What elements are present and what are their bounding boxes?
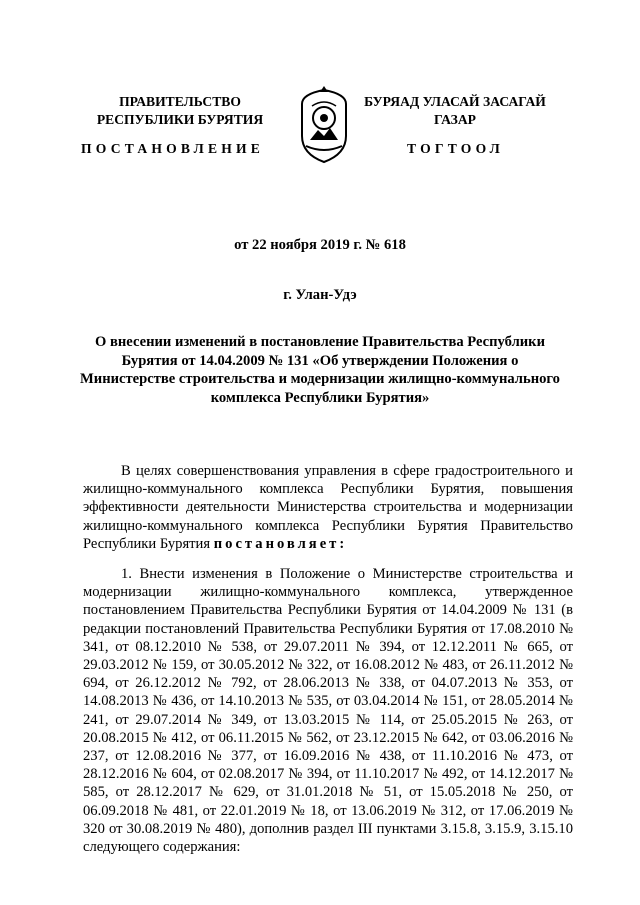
document-city: г. Улан-Удэ [283, 287, 357, 303]
item-1-paragraph: 1. Внести изменения в Положение о Министерстве строительства и модернизации жилищно-коммунального комплекса, утвержденное постановлением Правительства Республики Бурятия от 14.04.2009 № 131 (в редакции постановлений Правительства Республики Бурятия от 17.08.2010 № 341, от 08.12.2010 № 538, от 29.07.2011 № 394, от 12.12.2011 № 665, от 29.03.2012 № 159, от 30.05.2012 № 322, от 16.08.2012 № 483, от 26.11.2012 № 694, от 26.12.2012 № 792, от 28.06.2013 № 338, от 04.07.2013 № 353, от 14.08.2013 № 436, от 14.10.2013 № 535, от 03.04.2014 № 151, от 28.05.2014 № 241, от 29.07.2014 № 349, от 13.03.2015 № 114, от 25.05.2015 № 263, от 20.08.2015 № 412, от 06.11.2015 № 562, от 23.12.2015 № 642, от 03.06.2016 № 237, от 12.08.2016 № 377, от 16.09.2016 № 438, от 11.10.2016 № 473, от 28.12.2016 № 604, от 02.08.2017 № 394, от 11.10.2017 № 492, от 14.12.2017 № 585, от 28.12.2017 № 629, от 31.01.2018 № 51, от 15.05.2018 № 250, от 06.09.2018 № 481, от 22.01.2019 № 18, от 13.06.2019 № 312, от 17.06.2019 № 320 от 30.08.2019 № 480), дополнив раздел III пунктами 3.15.8, 3.15.9, 3.15.10 следующего содержания: [83, 566, 573, 856]
document-date-number: от 22 ноября 2019 г. № 618 [234, 237, 406, 253]
coat-of-arms-icon [296, 84, 352, 164]
preamble-text: В целях совершенствования управления в сфере градостроительного и жилищно-коммунального комплекса Республики Бурятия, повышения эффективности деятельности Министерства строительства и модернизации жилищно-коммунального комплекса Республики Бурятия Правительство Республики Бурятия [83, 463, 573, 552]
document-type-buryat: ТОГТООЛ [407, 141, 504, 156]
preamble-paragraph [83, 462, 573, 553]
document-title: О внесении изменений в постановление Правительства Республики Бурятия от 14.04.2009 № 131 «Об утверждении Положения о Министерстве строительства и модернизации жилищно-коммунального комплекса Республики Бурятия» [80, 334, 560, 406]
government-title-russian: ПРАВИТЕЛЬСТВО РЕСПУБЛИКИ БУРЯТИЯ [96, 94, 264, 127]
government-title-buryat: БУРЯАД УЛАСАЙ ЗАСАГАЙ ГАЗАР [364, 94, 546, 127]
decree-word: постановляет: [213, 535, 348, 552]
document-type-russian: ПОСТАНОВЛЕНИЕ [81, 141, 265, 156]
